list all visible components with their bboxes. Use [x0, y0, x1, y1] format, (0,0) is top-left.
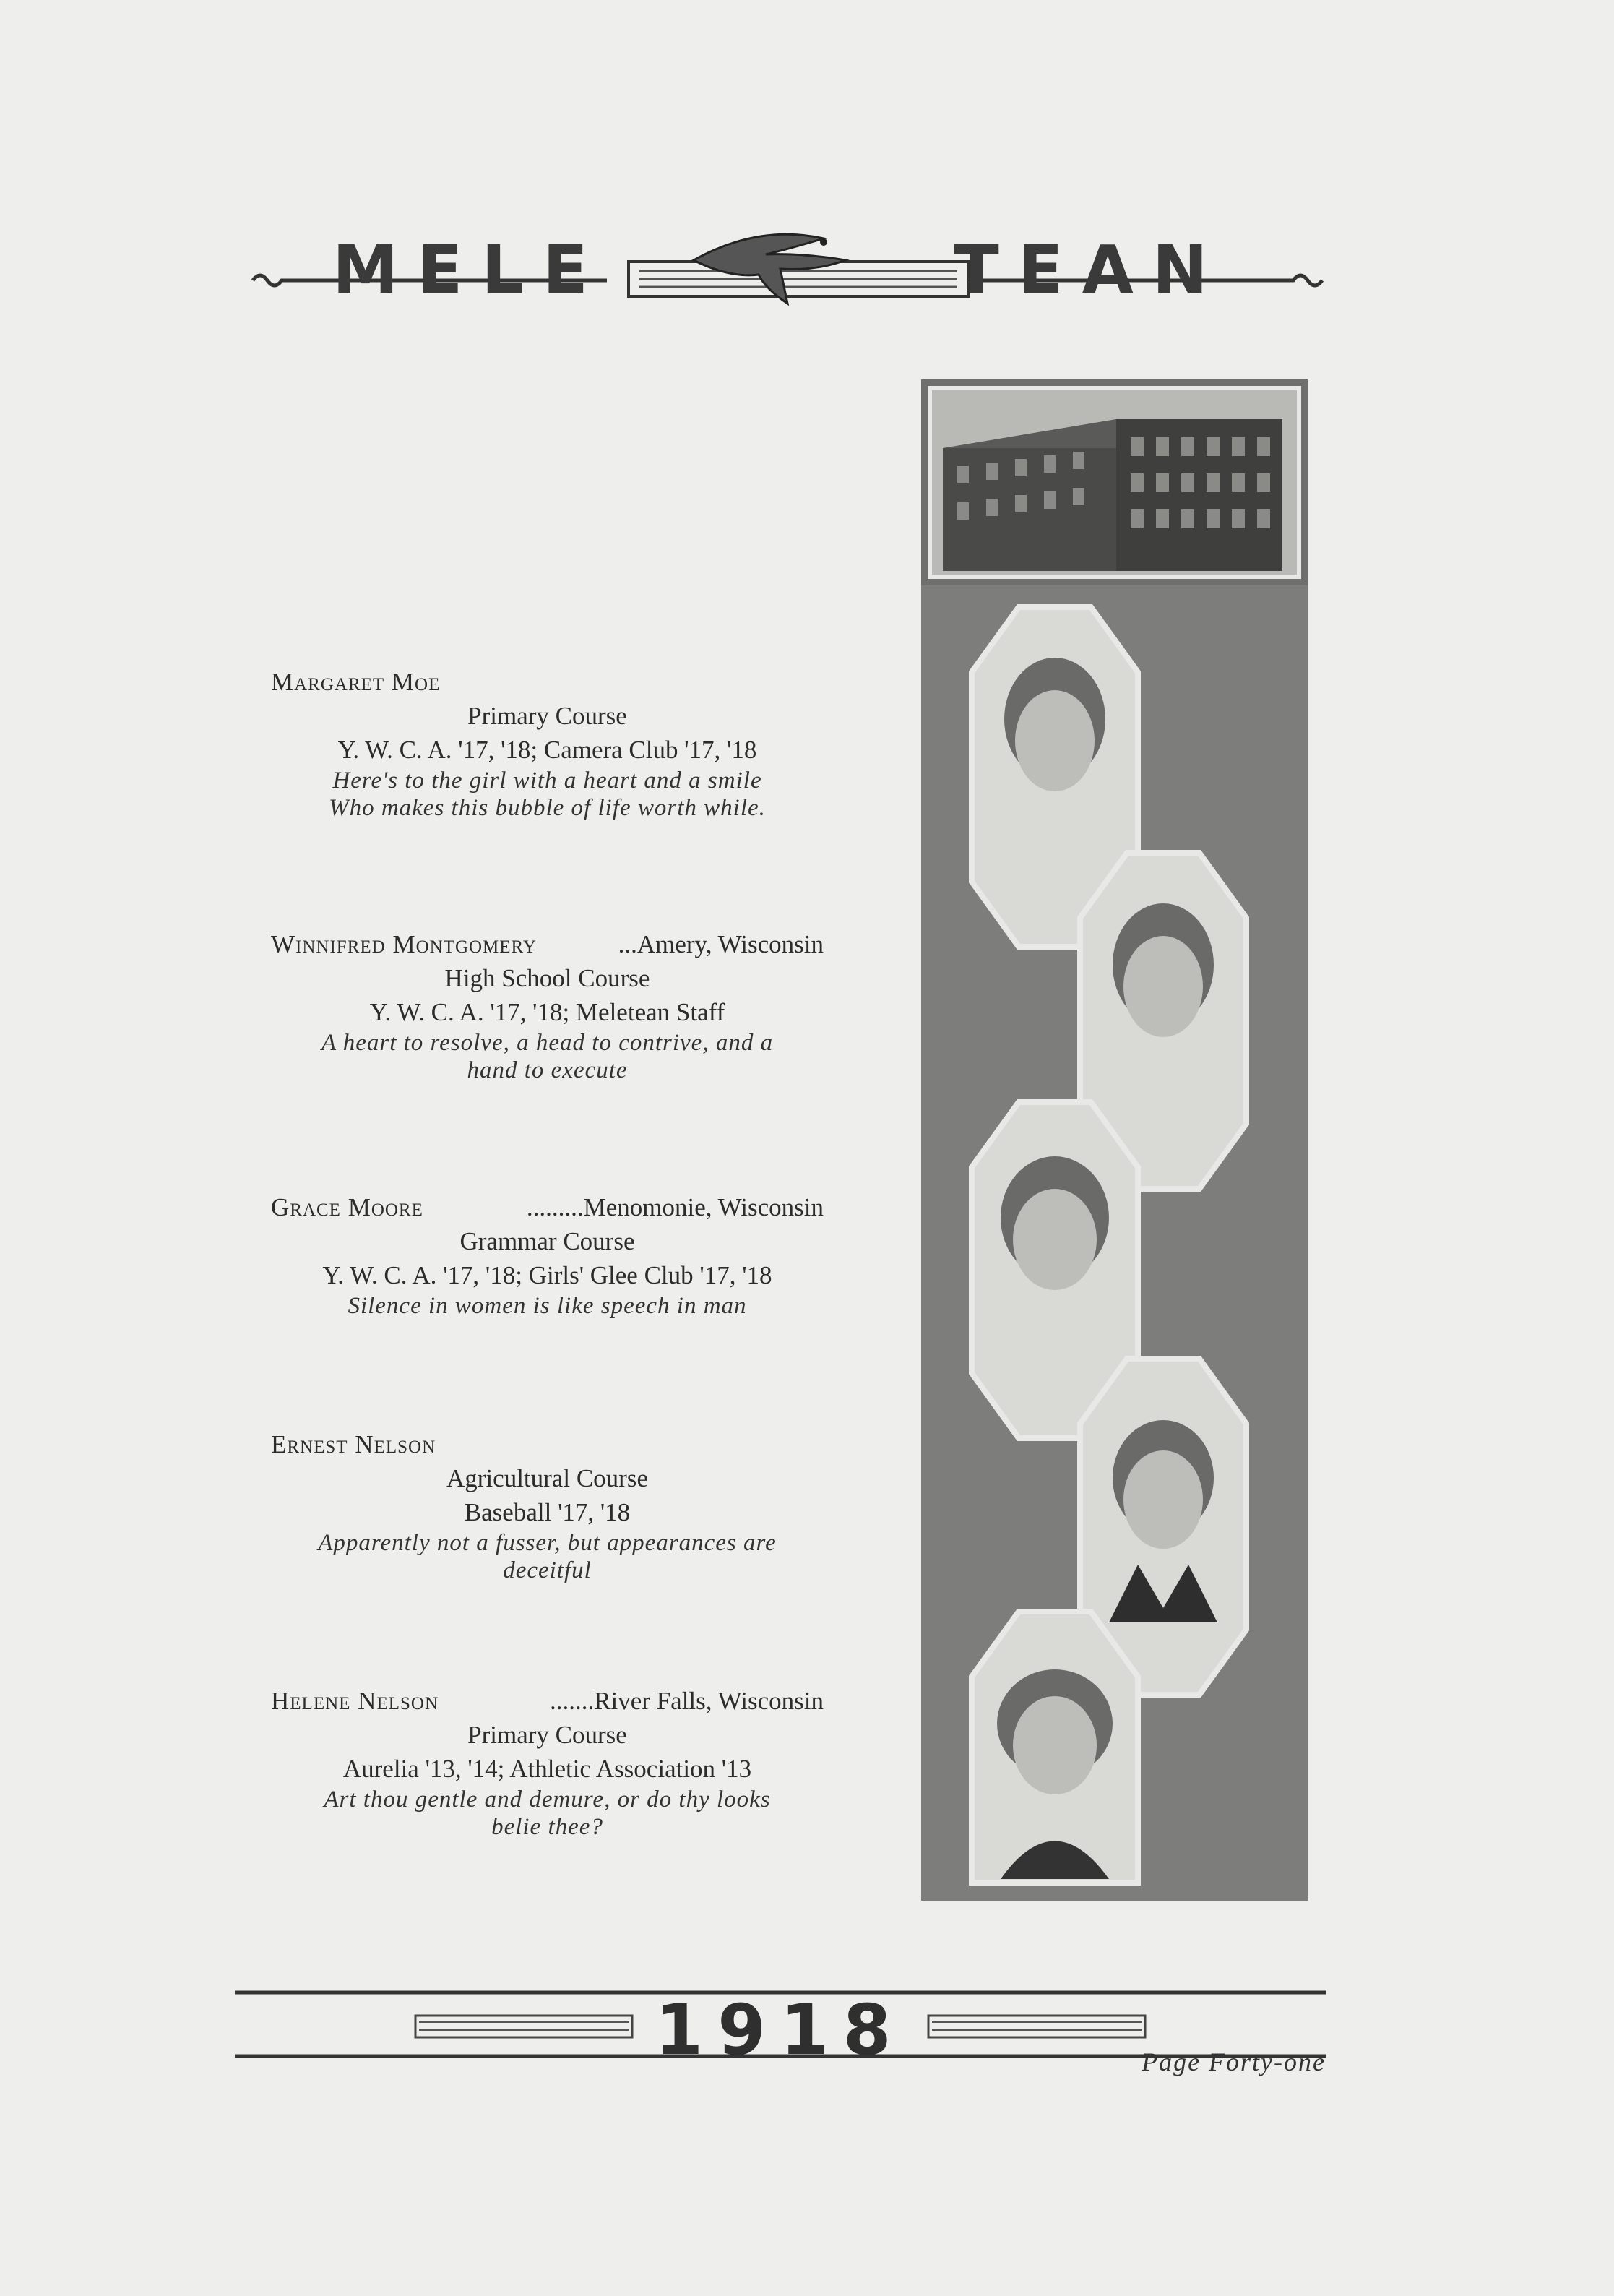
header-title-right: TEAN [954, 231, 1227, 309]
entry-margaret-moe [271, 665, 824, 822]
page-header [246, 217, 1329, 325]
entry-motto-line: belie thee? [491, 1814, 603, 1840]
photo-strip [921, 379, 1308, 1901]
entry-motto-line: A heart to resolve, a head to contrive, and a [321, 1030, 774, 1056]
header-title-left: MELE [332, 231, 607, 309]
entry-course: Agricultural Course [446, 1464, 648, 1492]
entry-grace-moore [271, 1190, 824, 1320]
entry-activities: Y. W. C. A. '17, '18; Meletean Staff [369, 998, 725, 1026]
entry-name: Grace Moore [271, 1193, 423, 1221]
entry-activities: Y. W. C. A. '17, '18; Camera Club '17, '18 [337, 736, 757, 764]
entry-activities: Baseball '17, '18 [464, 1498, 631, 1526]
page-number: Page Forty-one [1142, 2047, 1326, 2076]
entry-motto-line: Apparently not a fusser, but appearances are [318, 1530, 777, 1556]
entry-course: High School Course [444, 964, 650, 992]
entry-name: Ernest Nelson [271, 1430, 436, 1458]
entry-motto-line: hand to execute [467, 1057, 628, 1083]
school-building-photo [921, 379, 1308, 585]
entry-ernest-nelson [271, 1427, 824, 1584]
entry-helene-nelson [271, 1684, 824, 1841]
entry-hometown: .........Menomonie, Wisconsin [526, 1193, 824, 1221]
entry-motto-line: deceitful [503, 1557, 592, 1583]
entry-course: Grammar Course [459, 1227, 635, 1255]
entry-motto-line: Here's to the girl with a heart and a smile [332, 768, 762, 794]
entry-motto-line: Who makes this bubble of life worth while. [329, 795, 766, 821]
entry-course: Primary Course [467, 1721, 627, 1749]
entry-hometown: .......River Falls, Wisconsin [549, 1687, 824, 1715]
entry-name: Winnifred Montgomery [271, 930, 537, 958]
entry-activities: Y. W. C. A. '17, '18; Girls' Glee Club '17, '18 [322, 1261, 772, 1289]
entry-motto-line: Silence in women is like speech in man [348, 1293, 747, 1319]
entry-hometown: ...Amery, Wisconsin [618, 930, 824, 958]
entry-name: Helene Nelson [271, 1687, 439, 1715]
entry-name: Margaret Moe [271, 668, 441, 696]
entry-activities: Aurelia '13, '14; Athletic Association '13 [342, 1755, 752, 1783]
eagle-icon [679, 210, 896, 318]
footer-year: 1918 [655, 1990, 906, 2071]
entry-motto-line: Art thou gentle and demure, or do thy looks [324, 1787, 771, 1813]
entry-winnifred-montgomery [271, 927, 824, 1084]
entry-course: Primary Course [467, 702, 627, 730]
